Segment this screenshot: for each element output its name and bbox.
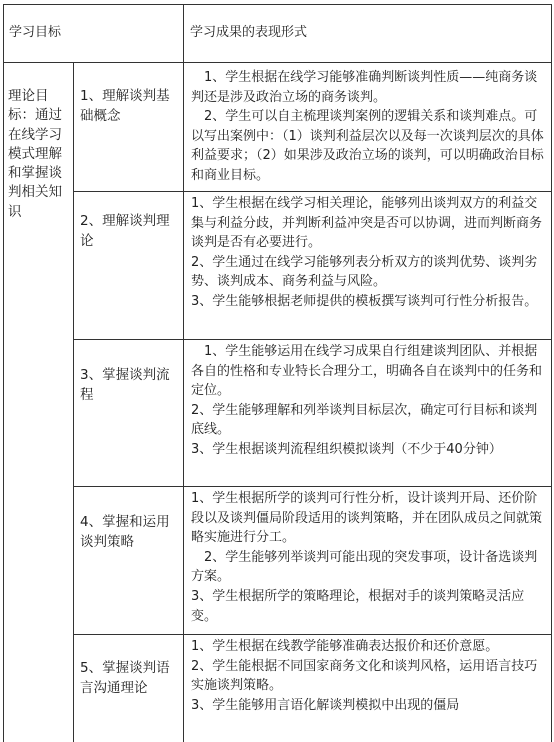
- outcome-item: 2、学生通过在线学习能够列表分析双方的谈判优势、谈判劣势、谈判成本、商务利益与风险。: [191, 254, 538, 290]
- outcome-item: 3、学生根据谈判流程组织模拟谈判（不少于40分钟）: [191, 441, 502, 457]
- row2-bottom-rule: [73, 339, 552, 340]
- outcome-item: 1、学生根据在线学习能够准确判断谈判性质——纯商务谈判还是涉及政治立场的商务谈判。: [191, 70, 538, 105]
- outcome-cell-2: [191, 194, 546, 312]
- table-border-left: [3, 4, 4, 742]
- outcome-cell-3: [191, 342, 546, 460]
- goal-cell: 理论目标：通过在线学习模式理解和掌握谈判相关知识: [8, 88, 62, 220]
- outcome-item: 2、学生能够列举谈判可能出现的突发事项，设计备选谈判方案。: [191, 549, 538, 585]
- table-border-top: [3, 4, 552, 5]
- subgoal-cell-5: 5、掌握谈判语言沟通理论: [80, 660, 170, 696]
- outcome-item: 1、学生根据在线教学能够准确表达报价和还价意愿。: [191, 639, 499, 654]
- table-border-right: [551, 4, 552, 742]
- subgoal-cell-3: 3、掌握谈判流程: [80, 367, 170, 403]
- subgoal-cell-4: 4、掌握和运用谈判策略: [80, 514, 170, 550]
- goal-column-rule: [73, 62, 74, 742]
- outcome-item: 3、学生能够用言语化解谈判模拟中出现的僵局: [191, 697, 460, 713]
- subgoal-cell-2: 2、理解谈判理论: [80, 213, 170, 249]
- header-learning-goal: 学习目标: [9, 25, 62, 40]
- outcome-cell-1: [191, 68, 546, 186]
- header-bottom-rule: [3, 62, 552, 63]
- outcome-item: 2、学生能够理解和列举谈判目标层次，确定可行目标和谈判底线。: [191, 402, 538, 438]
- outcome-cell-5: [191, 637, 546, 715]
- row4-bottom-rule: [73, 634, 552, 635]
- outcome-item: 2、学生可以自主梳理谈判案例的逻辑关系和谈判难点。可以写出案例中：（1）谈判利益层次以及每一次谈判层次的具体利益要求；（2）如果涉及政治立场的谈判，可以明确政治目标和商业目标。: [191, 109, 544, 183]
- header-learning-outcome: 学习成果的表现形式: [190, 25, 308, 40]
- subgoal-cell-1: 1、理解谈判基础概念: [80, 88, 170, 124]
- row1-bottom-rule: [73, 191, 552, 192]
- outcome-item: 3、学生能够根据老师提供的模板撰写谈判可行性分析报告。: [191, 293, 538, 309]
- outcome-column-rule: [183, 4, 184, 742]
- outcome-item: 1、学生能够运用在线学习成果自行组建谈判团队、并根据各自的性格和专业特长合理分工，明确各自在谈判中的任务和定位。: [191, 344, 543, 399]
- outcome-item: 1、学生根据在线学习相关理论，能够列出谈判双方的利益交集与利益分歧，并判断利益冲突是否可以协调，进而判断商务谈判是否有必要进行。: [191, 196, 543, 251]
- outcome-cell-4: [191, 489, 546, 626]
- outcome-item: 2、学生能根据不同国家商务文化和谈判风格，运用语言技巧实施谈判策略。: [191, 658, 538, 694]
- outcome-item: 3、学生根据所学的策略理论，根据对手的谈判策略灵活应变。: [191, 588, 525, 624]
- outcome-item: 1、学生根据所学的谈判可行性分析，设计谈判开局、还价阶段以及谈判僵局阶段适用的谈判策略，并在团队成员之间就策略实施进行分工。: [191, 491, 543, 546]
- row3-bottom-rule: [73, 486, 552, 487]
